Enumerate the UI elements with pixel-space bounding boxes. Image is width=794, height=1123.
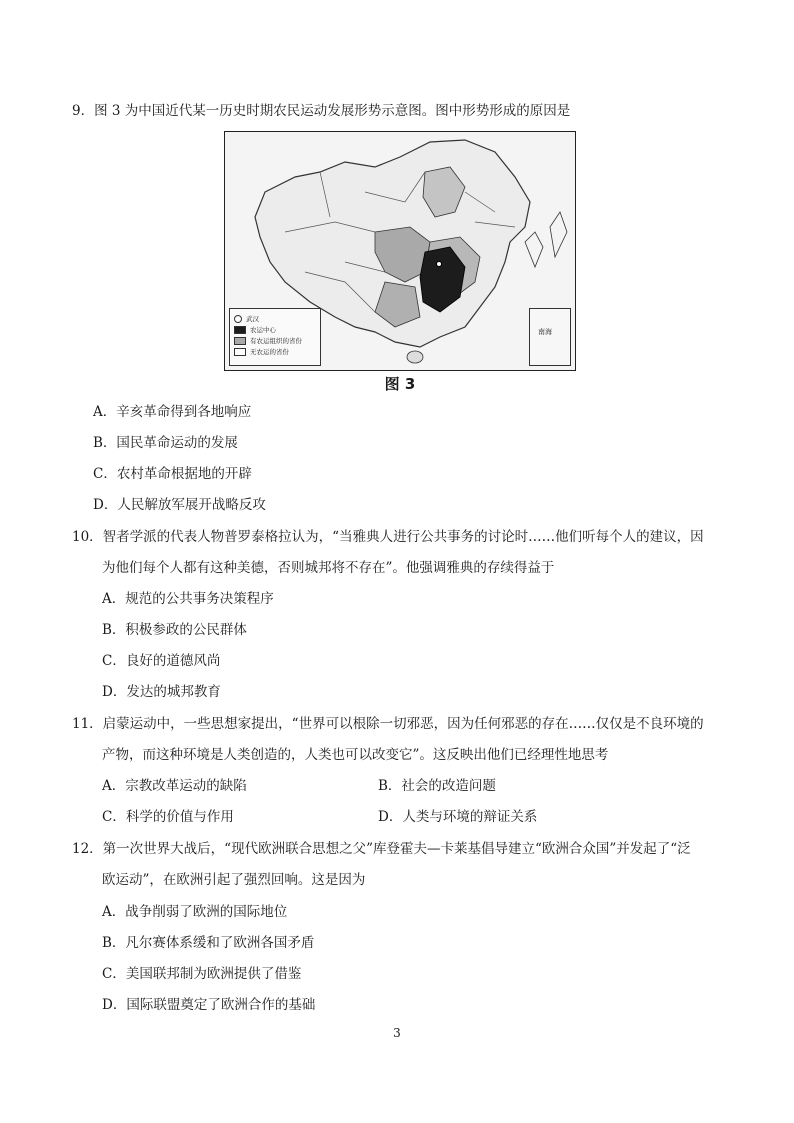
q10-option-a[interactable]: A．规范的公共事务决策程序	[102, 591, 274, 607]
china-map	[224, 131, 576, 371]
q12-option-a[interactable]: A．战争削弱了欧洲的国际地位	[102, 904, 288, 920]
q9-stem: 9．图 3 为中国近代某一历史时期农民运动发展形势示意图。图中形势形成的原因是	[72, 103, 571, 119]
south-sea-inset	[529, 308, 571, 366]
wuhan-marker	[437, 262, 442, 267]
legend-row	[234, 313, 320, 324]
q11-option-a[interactable]: A．宗教改革运动的缺陷	[102, 778, 247, 794]
q11-option-c[interactable]: C．科学的价值与作用	[102, 809, 234, 825]
q9-figure	[218, 131, 582, 393]
legend-label: 农运中心	[250, 325, 276, 334]
neighbor-outline	[525, 232, 543, 267]
q10-stem-line-1: 10．智者学派的代表人物普罗泰格拉认为，“当雅典人进行公共事务的讨论时……他们听每个人的建议，因	[72, 529, 704, 545]
q9-option-a[interactable]: A．辛亥革命得到各地响应	[93, 404, 252, 420]
legend-swatch-circle	[234, 315, 242, 323]
figure-caption: 图 3	[384, 375, 416, 393]
legend-row	[234, 335, 320, 346]
page-number: 3	[393, 1026, 401, 1040]
q12-option-d[interactable]: D．国际联盟奠定了欧洲合作的基础	[102, 997, 316, 1013]
map-legend	[229, 308, 321, 366]
q9-option-c[interactable]: C．农村革命根据地的开辟	[93, 466, 252, 482]
q9-option-d[interactable]: D．人民解放军展开战略反攻	[93, 497, 266, 513]
q12-stem-line-1: 12．第一次世界大战后，“现代欧洲联合思想之父”库登霍夫—卡莱基倡导建立“欧洲合众国”并发起了“泛	[72, 841, 691, 857]
legend-row	[234, 324, 320, 335]
legend-label: 有农运组织的省份	[250, 336, 302, 345]
legend-swatch-white	[234, 348, 246, 356]
q11-stem-line-2: 产物，而这种环境是人类创造的，人类也可以改变它”。这反映出他们已经理性地思考	[102, 747, 609, 763]
island-shape	[407, 351, 423, 363]
legend-swatch-black	[234, 326, 246, 334]
q10-option-d[interactable]: D．发达的城邦教育	[102, 684, 221, 700]
q12-stem-line-2: 欧运动”，在欧洲引起了强烈回响。这是因为	[102, 872, 366, 888]
neighbor-outline	[550, 212, 567, 257]
legend-label: 无农运的省份	[250, 347, 289, 356]
q11-stem-line-1: 11．启蒙运动中，一些思想家提出，“世界可以根除一切邪恶，因为任何邪恶的存在……仅仅是不良环境的	[72, 716, 704, 732]
inset-label: 南海	[538, 328, 552, 336]
q12-option-c[interactable]: C．美国联邦制为欧洲提供了借鉴	[102, 966, 302, 982]
q9-option-b[interactable]: B．国民革命运动的发展	[93, 435, 238, 451]
q10-stem-line-2: 为他们每个人都有这种美德，否则城邦将不存在”。他强调雅典的存续得益于	[102, 560, 555, 576]
q10-option-b[interactable]: B．积极参政的公民群体	[102, 622, 247, 638]
q11-option-b[interactable]: B．社会的改造问题	[378, 778, 496, 794]
legend-label: 武汉	[246, 314, 259, 323]
q12-option-b[interactable]: B．凡尔赛体系缓和了欧洲各国矛盾	[102, 935, 315, 951]
legend-swatch-grey	[234, 337, 246, 345]
q10-option-c[interactable]: C．良好的道德风尚	[102, 653, 221, 669]
legend-row	[234, 346, 320, 357]
q11-option-d[interactable]: D．人类与环境的辩证关系	[378, 809, 538, 825]
